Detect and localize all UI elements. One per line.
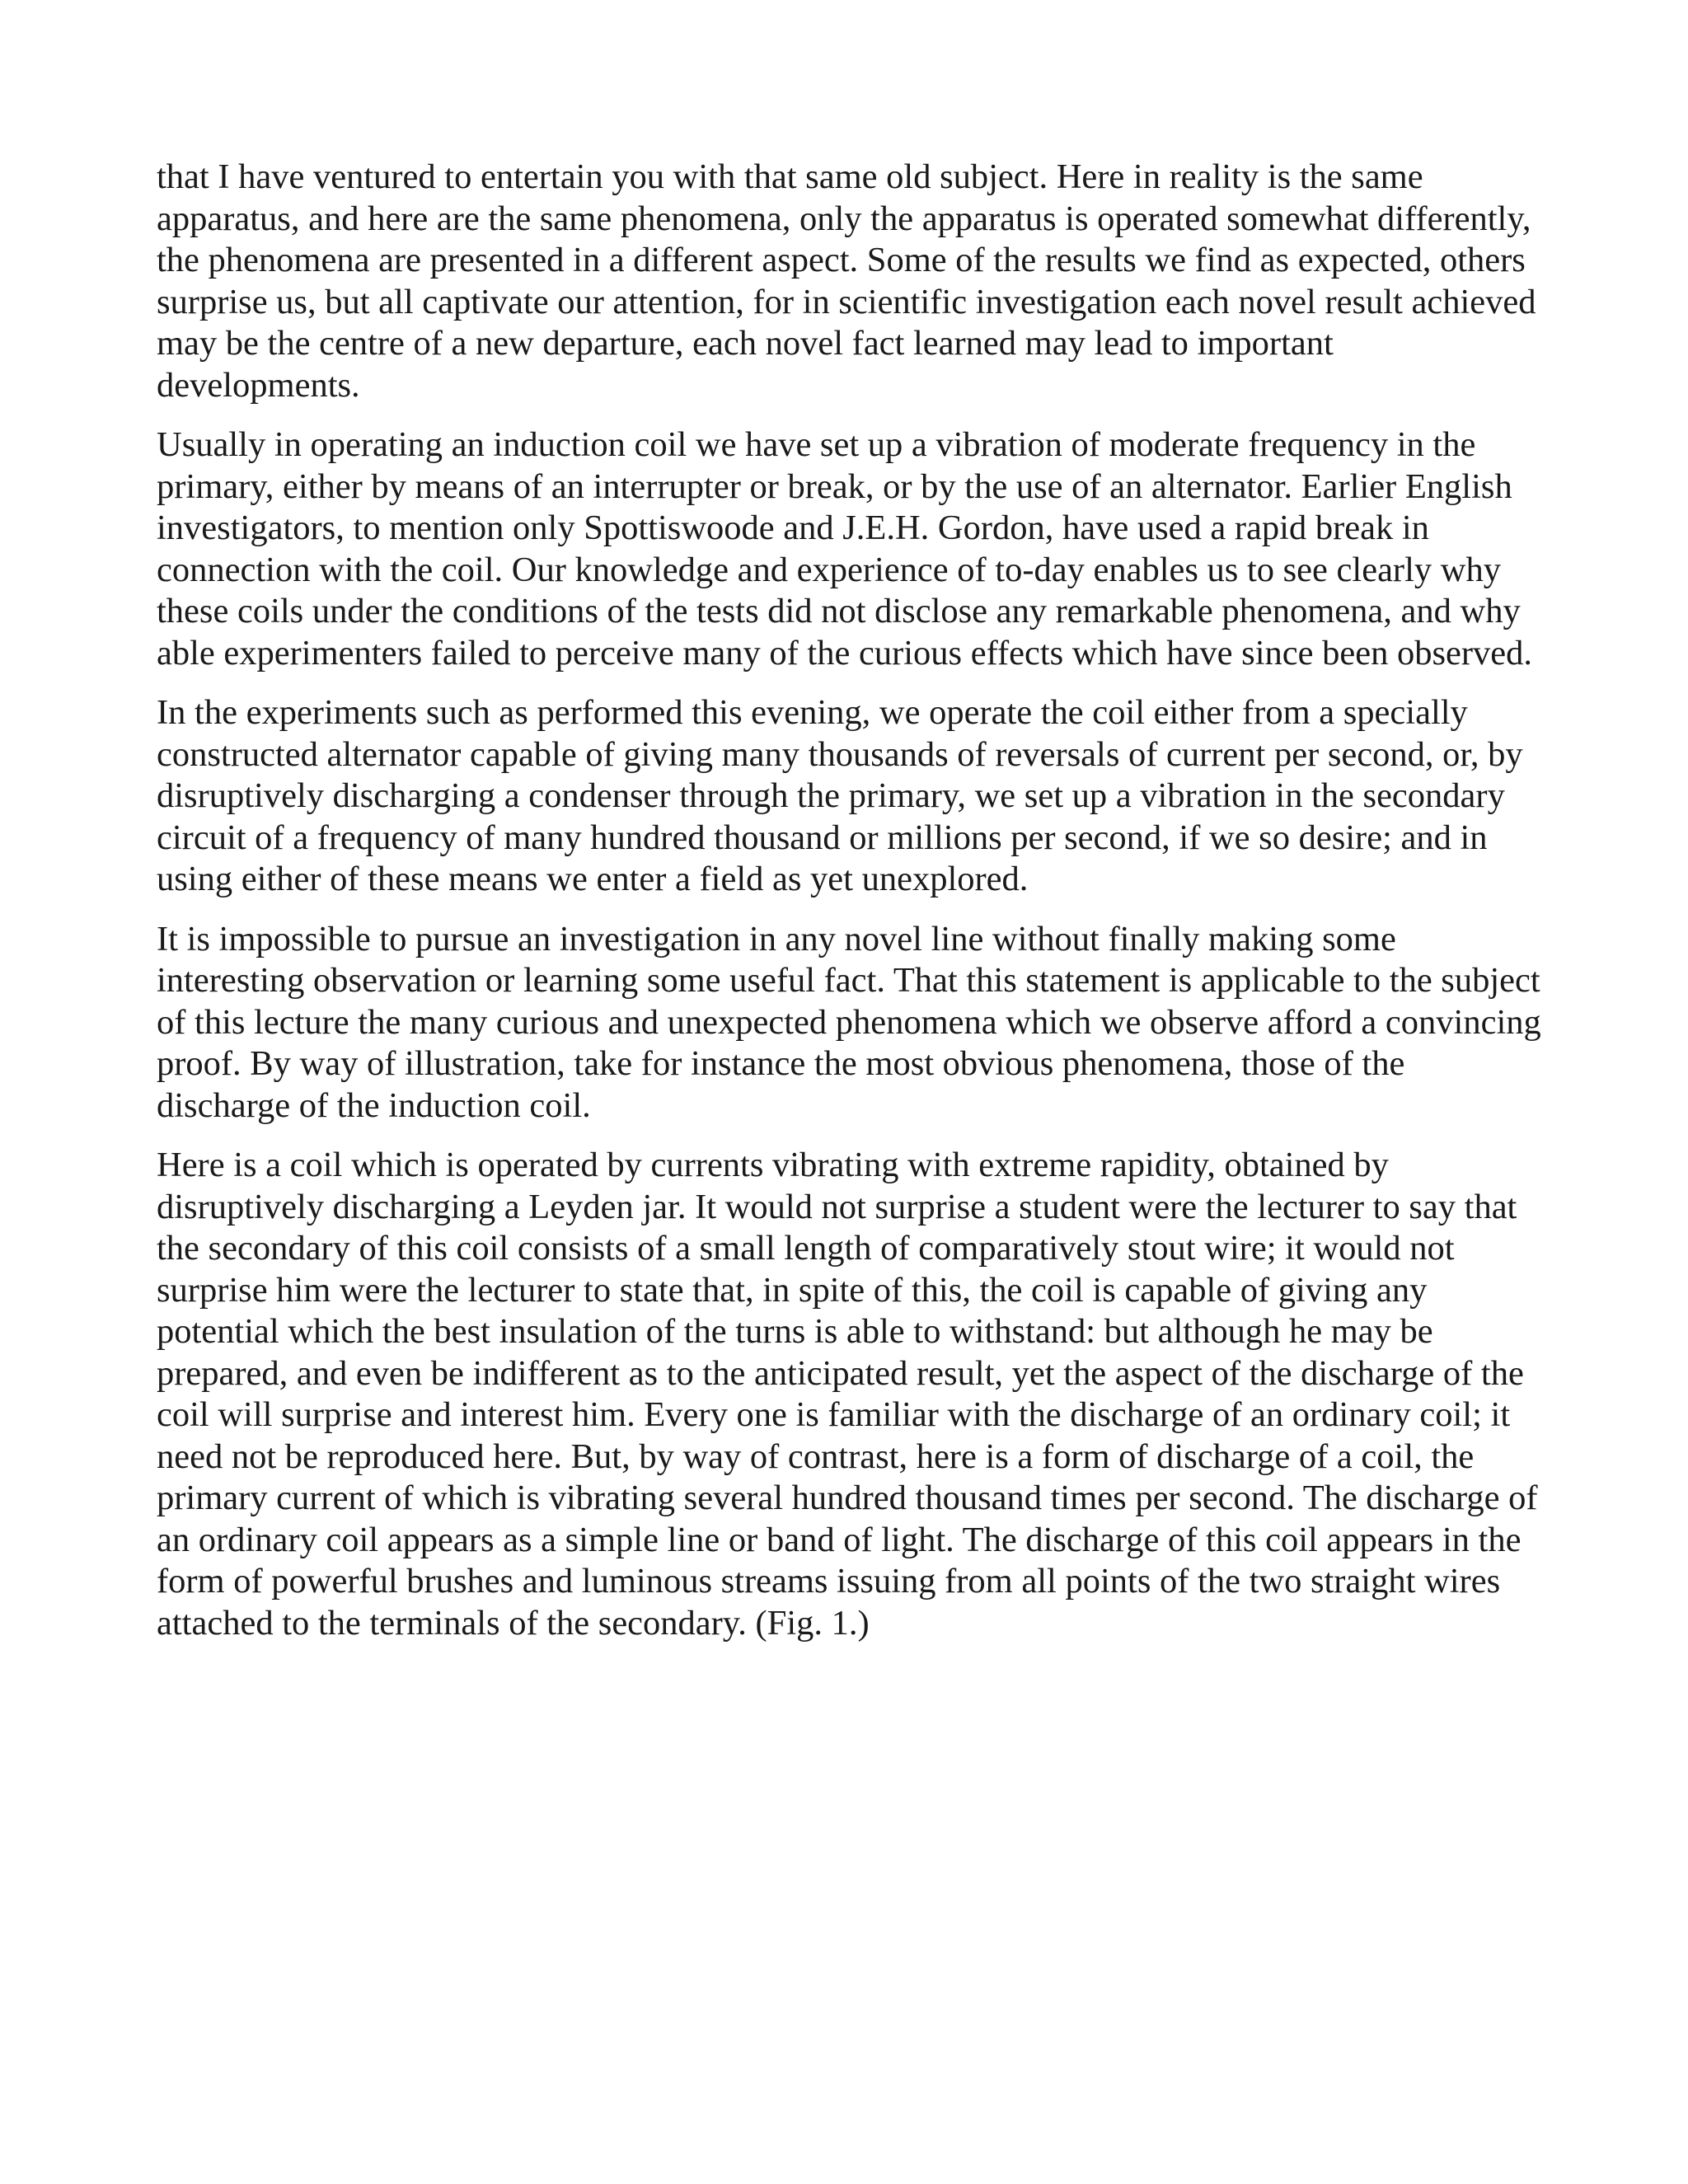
paragraph-5: Here is a coil which is operated by currents vibrating with extreme rapidity, obtained by disruptively discharging a Leyden jar. It would not surprise a student were the lecturer to say that the secondary of this coil consists of a small length of comparatively stout wire; it would not surprise him were the lecturer to state that, in spite of this, the coil is capable of giving any potential which the best insulation of the turns is able to withstand: but although he may be prepared, and even be indifferent as to the anticipated result, yet the aspect of the discharge of the coil will surprise and interest him. Every one is familiar with the discharge of an ordinary coil; it need not be reproduced here. But, by way of contrast, here is a form of discharge of a coil, the primary current of which is vibrating several hundred thousand times per second. The discharge of an ordinary coil appears as a simple line or band of light. The discharge of this coil appears in the form of powerful brushes and luminous streams issuing from all points of the two straight wires attached to the terminals of the secondary. (Fig. 1.)	[157, 1146, 1538, 1643]
paragraph-3: In the experiments such as performed this evening, we operate the coil either from a specially constructed alternator capable of giving many thousands of reversals of current per second, or, by disruptively discharging a condenser through the primary, we set up a vibration in the secondary circuit of a frequency of many hundred thousand or millions per second, if we so desire; and in using either of these means we enter a field as yet unexplored.	[157, 693, 1523, 898]
paragraph-4: It is impossible to pursue an investigation in any novel line without finally making some interesting observation or learning some useful fact. That this statement is applicable to the subject of this lecture the many curious and unexpected phenomena which we observe afford a convincing proof. By way of illustration, take for instance the most obvious phenomena, those of the discharge of the induction coil.	[157, 919, 1541, 1125]
paragraph-1: that I have ventured to entertain you with that same old subject. Here in reality is the same apparatus, and here are the same phenomena, only the apparatus is operated somewhat differently, the phenomena are presented in a different aspect. Some of the results we find as expected, others surprise us, but all captivate our attention, for in scientific investigation each novel result achieved may be the centre of a new departure, each novel fact learned may lead to important developments.	[157, 157, 1536, 405]
body-text	[157, 157, 1541, 1662]
paragraph-2: Usually in operating an induction coil we have set up a vibration of moderate frequency in the primary, either by means of an interrupter or break, or by the use of an alternator. Earlier English investigators, to mention only Spottiswoode and J.E.H. Gordon, have used a rapid break in connection with the coil. Our knowledge and experience of to-day enables us to see clearly why these coils under the conditions of the tests did not disclose any remarkable phenomena, and why able experimenters failed to perceive many of the curious effects which have since been observed.	[157, 425, 1532, 673]
